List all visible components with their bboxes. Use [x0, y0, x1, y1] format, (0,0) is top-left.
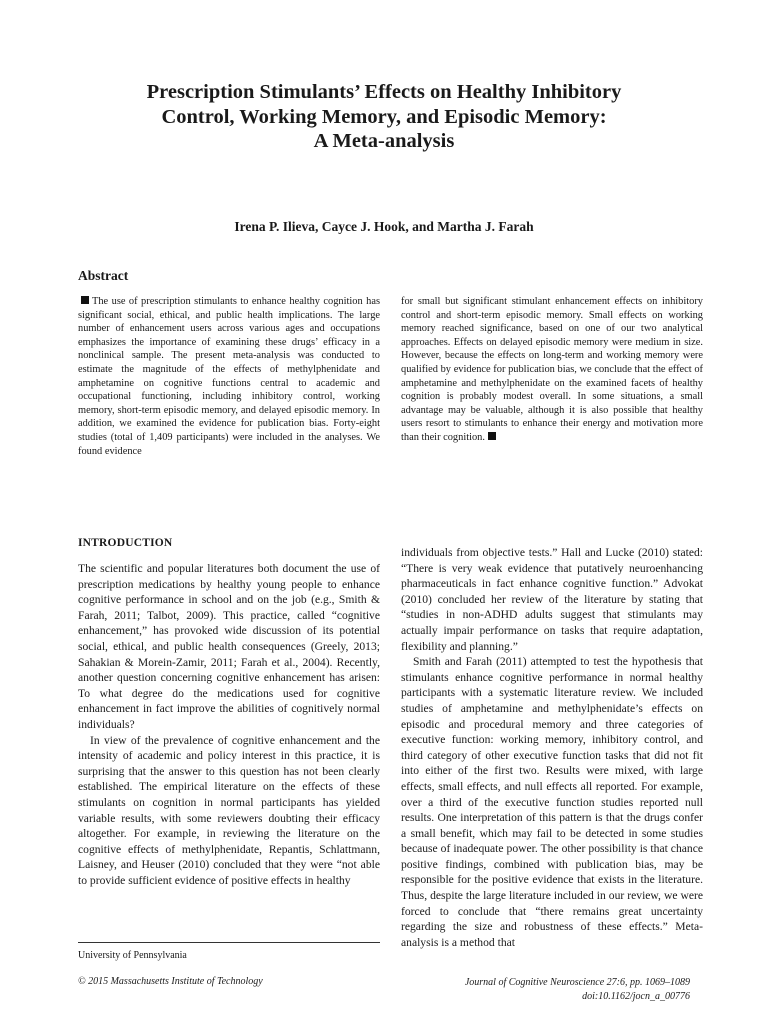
title-line-2: Control, Working Memory, and Episodic Memory:: [161, 105, 607, 128]
introduction-heading: INTRODUCTION: [78, 537, 173, 549]
intro-paragraph-4: Smith and Farah (2011) attempted to test the hypothesis that stimulants enhance cognitive performance in normal healthy participants with a systematic literature review. We included studies of amphetamine and methylphenidate’s effects on episodic and procedural memory and three categories of executive function: working memory, inhibitory control, and third category of other executive function tasks that did not fit into either of the first two. Results were mixed, with large effects, small effects, and null effects all reported. For example, over a third of the executive function studies reported null results. One interpretation of this pattern is that the drugs confer a small benefit, which may fail to be detected in some studies because of inadequate power. The other possibility is that chance positive findings, combined with publication bias, may be responsible for the positive evidence that exists in the literature. Thus, despite the large literature included in our review, we were forced to conclude that “there remains great uncertainty regarding the size and robustness of these effects.” Meta-analysis is a method that: [401, 655, 703, 949]
abstract-heading: Abstract: [78, 268, 129, 283]
journal-reference: Journal of Cognitive Neuroscience 27:6, pp. 1069–1089: [464, 977, 690, 988]
abstract-text-left: The use of prescription stimulants to enhance healthy cognition has significant social, ethical, and public health implications. The large number of enhancement users across various ages and occupations emphasizes the importance of examining these drugs’ efficacy in a nonclinical sample. The present meta-analysis was conducted to estimate the magnitude of the effects of methylphenidate and amphetamine on cognitive functions central to academic and occupational functioning, including inhibitory control, working memory, short-term episodic memory, and delayed episodic memory. In addition, we examined the evidence for publication bias. Forty-eight studies (total of 1,409 participants) were included in the analyses. We found evidence: [78, 296, 380, 457]
abstract-text-right: for small but significant stimulant enhancement effects on inhibitory control and short-term episodic memory. Small effects on working memory reached significance, based on one of our two analytical approaches. Effects on delayed episodic memory were medium in size. However, because the effects on long-term and working memory were qualified by evidence for publication bias, we conclude that the effect of amphetamine and methylphenidate on the examined facets of healthy cognition is probably modest overall. In some situations, a small advantage may be valuable, although it is also possible that healthy users resort to stimulants to enhance their energy and motivation more than their cognition.: [401, 296, 703, 443]
intro-paragraph-3: individuals from objective tests.” Hall and Lucke (2010) stated: “There is very weak evidence that putatively neuroenhancing pharmaceuticals in fact enhance cognitive function.” Advokat (2010) concluded her review of the literature by stating that “studies in non-ADHD adults suggest that stimulants may actually impair performance on tasks that require adaptation, flexibility and planning.”: [401, 546, 703, 653]
copyright-notice: © 2015 Massachusetts Institute of Technology: [78, 976, 263, 987]
abstract-end-square-icon: [488, 432, 496, 440]
body-column-left: [78, 561, 380, 888]
journal-citation: [465, 976, 690, 1004]
abstract-column-left: [78, 295, 380, 458]
author-affiliation: University of Pennsylvania: [78, 950, 187, 961]
doi: doi:10.1162/jocn_a_00776: [582, 991, 690, 1002]
intro-paragraph-1: The scientific and popular literatures both document the use of prescription medications by healthy young people to enhance cognitive performance in school and on the job (e.g., Smith & Farah, 2011; Talbot, 2009). This practice, called “cognitive enhancement,” has provoked wide discussion of its potential social, ethical, and public health consequences (Greely, 2013; Sahakian & Morein-Zamir, 2011; Farah et al., 2004). Recently, another question concerning cognitive enhancement has arisen: To what degree do the medications used for cognitive enhancement in fact improve the abilities of cognitively normal individuals?: [78, 562, 380, 731]
author-list: Irena P. Ilieva, Cayce J. Hook, and Martha J. Farah: [234, 219, 534, 234]
abstract-start-square-icon: [81, 296, 89, 304]
footnote-divider: [78, 942, 380, 943]
body-column-right: [401, 545, 703, 950]
intro-paragraph-2: In view of the prevalence of cognitive enhancement and the intensity of academic and policy interest in this practice, it is surprising that the answer to this question has not been clearly established. The empirical literature on the effects of these stimulants on cognition in normal participants has yielded variable results, with some reviewers doubting their efficacy altogether. For example, in reviewing the literature on the cognitive effects of methylphenidate, Repantis, Schlattmann, Laisney, and Heuser (2010) concluded that they were “not able to provide sufficient evidence of positive effects in healthy: [78, 733, 380, 887]
title-line-1: Prescription Stimulants’ Effects on Healthy Inhibitory: [146, 81, 622, 103]
abstract-column-right: [401, 295, 703, 445]
article-title: [60, 80, 708, 154]
title-line-3: A Meta-analysis: [313, 130, 455, 152]
